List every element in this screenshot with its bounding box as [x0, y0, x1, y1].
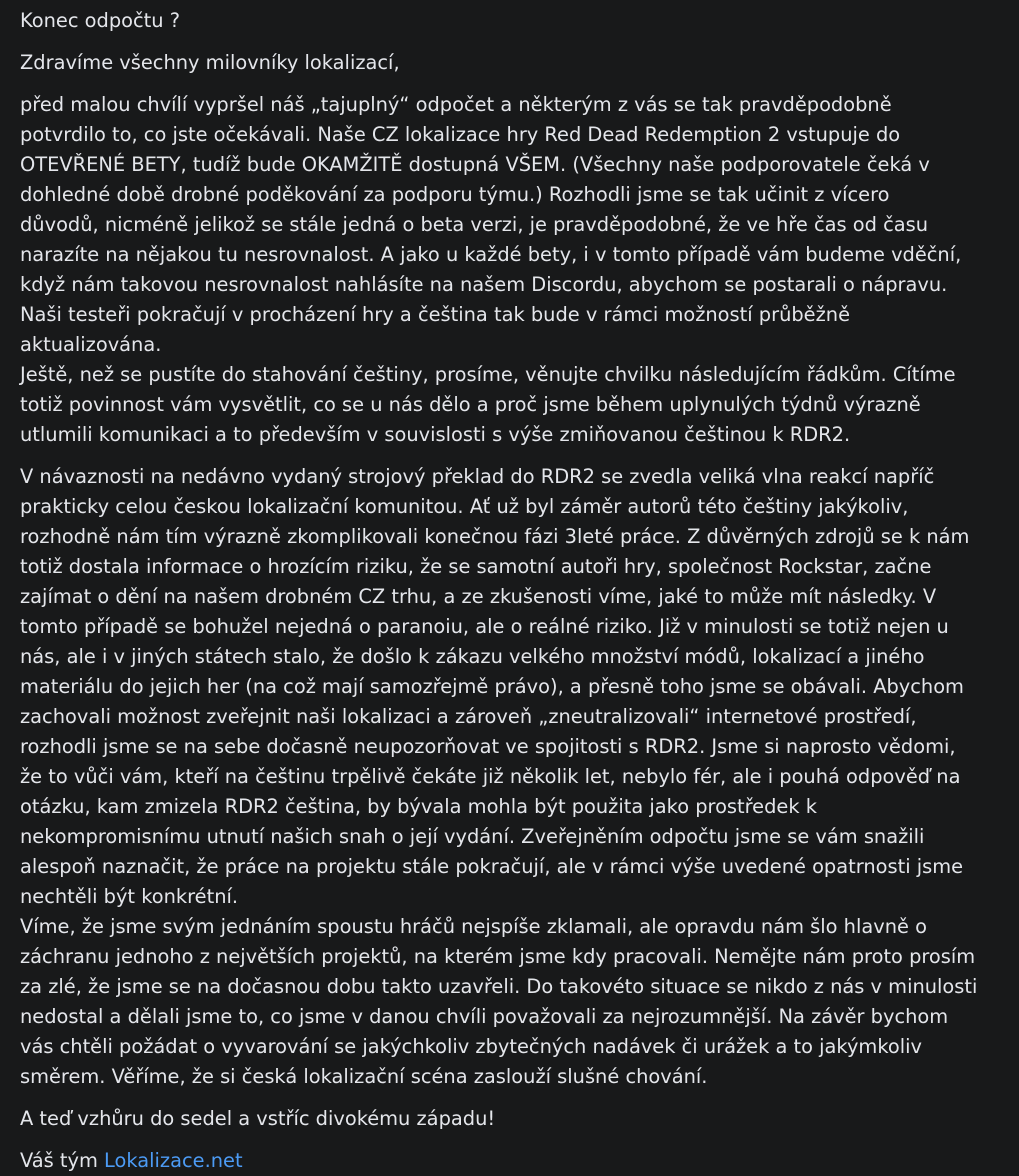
post-title: Konec odpočtu ? — [20, 9, 181, 32]
post-paragraph-1: před malou chvílí vypršel náš „tajuplný“ odpočet a některým z vás se tak pravděpodobně potvrdilo to, co jste očekávali. Naše CZ lokalizace hry Red Dead Redemption 2 vstupuje do OTEVŘENÉ BETY, tudíž bude OKAMŽITĚ dostupná VŠEM. (Všechny naše podporovatele čeká v dohledné době drobné poděkování za podporu týmu.) Rozhodli jsme se tak učinit z vícero důvodů, nicméně jelikož se stále jedná o beta verzi, je pravděpodobné, že ve hře čas od času narazíte na nějakou tu nesrovnalost. A jako u každé bety, i v tomto případě vám budeme vděční, když nám takovou nesrovnalost nahlásíte na našem Discordu, abychom se postarali o nápravu. Naši testeři pokračují v procházení hry a čeština tak bude v rámci možností průběžně aktualizována. Ještě, než se pustíte do stahování češtiny, prosíme, věnujte chvilku následujícím řádkům. Cítíme totiž povinnost vám vysvětlit, co se u nás dělo a proč jsme během uplynulých týdnů výrazně utlumili komunikaci a to především v souvislosti s výše zmiňovanou češtinou k RDR2. — [20, 93, 962, 446]
signature-prefix: Váš tým — [20, 1149, 98, 1172]
post-greeting: Zdravíme všechny milovníky lokalizací, — [20, 51, 400, 74]
post-closing: A teď vzhůru do sedel a vstříc divokému západu! — [20, 1107, 496, 1130]
lokalizace-net-link[interactable]: Lokalizace.net — [104, 1149, 243, 1172]
post-signature — [20, 1146, 999, 1176]
post-paragraph-2: V návaznosti na nedávno vydaný strojový překlad do RDR2 se zvedla veliká vlna reakcí napříč prakticky celou českou lokalizační komunitou. Ať už byl záměr autorů této češtiny jakýkoliv, rozhodně nám tím výrazně zkomplikovali konečnou fázi 3leté práce. Z důvěrných zdrojů se k nám totiž dostala informace o hrozícím riziku, že se samotní autoři hry, společnost Rockstar, začne zajímat o dění na našem drobném CZ trhu, a ze zkušenosti víme, jaké to může mít následky. V tomto případě se bohužel nejedná o paranoiu, ale o reálné riziko. Již v minulosti se totiž nejen u nás, ale i v jiných státech stalo, že došlo k zákazu velkého množství módů, lokalizací a jiného materiálu do jejich her (na což mají samozřejmě právo), a přesně toho jsme se obávali. Abychom zachovali možnost zveřejnit naši lokalizaci a zároveň „zneutralizovali“ internetové prostředí, rozhodli jsme se na sebe dočasně neupozorňovat ve spojitosti s RDR2. Jsme si naprosto vědomi, že to vůči vám, kteří na češtinu trpělivě čekáte již několik let, nebylo fér, ale i pouhá odpověď na otázku, kam zmizela RDR2 čeština, by bývala mohla být použita jako prostředek k nekompromisnímu utnutí našich snah o její vydání. Zveřejněním odpočtu jsme se vám snažili alespoň naznačit, že práce na projektu stále pokračují, ale v rámci výše uvedené opatrnosti jsme nechtěli být konkrétní. Víme, že jsme svým jednáním spoustu hráčů nejspíše zklamali, ale opravdu nám šlo hlavně o záchranu jednoho z největších projektů, na kterém jsme kdy pracovali. Nemějte nám proto prosím za zlé, že jsme se na dočasnou dobu takto uzavřeli. Do takovéto situace se nikdo z nás v minulosti nedostal a dělali jsme to, co jsme v danou chvíli považovali za nejrozumnější. Na závěr bychom vás chtěli požádat o vyvarování se jakýchkoliv zbytečných nadávek či urážek a to jakýmkoliv směrem. Věříme, že si česká lokalizační scéna zaslouží slušné chování. — [20, 465, 978, 1088]
